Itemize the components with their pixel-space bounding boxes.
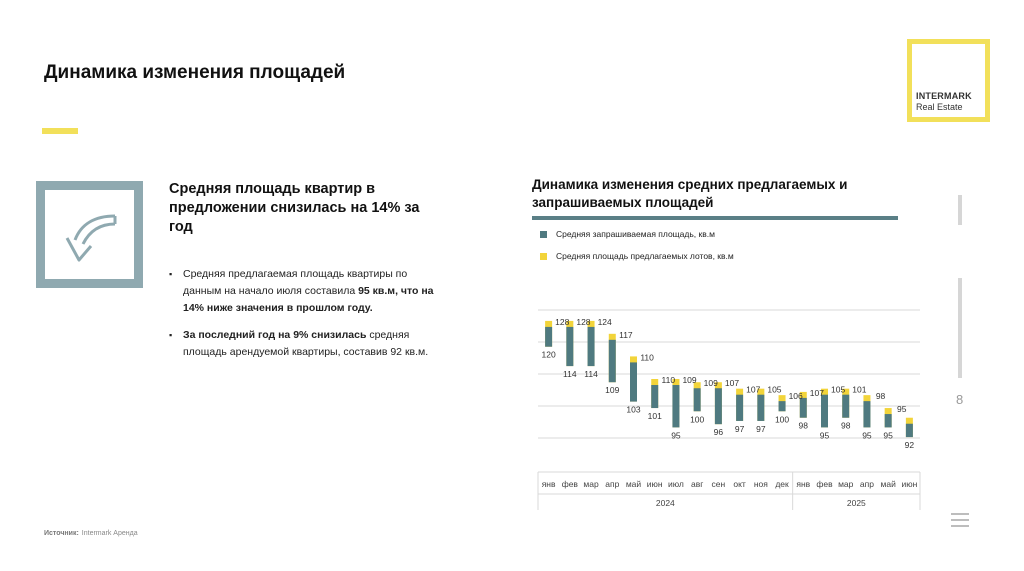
label-requested-0: 120 — [541, 349, 556, 360]
tick-label-11: дек — [775, 479, 789, 489]
intermark-logo — [907, 39, 990, 122]
tick-label-5: июн — [646, 479, 663, 489]
label-offered-13: 107 — [809, 387, 824, 398]
logo-subtitle: Real Estate — [916, 102, 963, 112]
tick-label-16: май — [880, 479, 896, 489]
legend-swatch-offered — [540, 253, 547, 260]
bar-requested-2 — [588, 327, 595, 366]
label-offered-16: 98 — [875, 391, 886, 402]
label-requested-10: 97 — [756, 423, 766, 434]
chart-legend — [540, 228, 734, 272]
label-requested-4: 103 — [626, 404, 641, 415]
arrow-icon-box — [36, 181, 143, 288]
curved-arrow-down-left-icon — [45, 190, 134, 279]
label-requested-6: 95 — [671, 430, 681, 441]
bar-requested-10 — [757, 395, 764, 421]
tick-label-7: авг — [690, 479, 704, 489]
label-requested-12: 98 — [798, 420, 809, 431]
bar-requested-3 — [609, 340, 616, 382]
label-requested-15: 95 — [862, 430, 872, 441]
label-offered-1: 128 — [555, 316, 570, 327]
label-requested-2: 114 — [584, 369, 598, 380]
label-requested-11: 100 — [774, 414, 790, 425]
label-requested-3: 109 — [605, 385, 620, 396]
label-offered-15: 101 — [852, 384, 867, 395]
bar-requested-9 — [736, 395, 743, 421]
bullet-item-2 — [169, 327, 439, 361]
tick-label-14: мар — [838, 479, 854, 489]
bullet-2-text: средняя площадь арендуемой квартиры, составив 92 кв.м. — [183, 329, 429, 358]
label-offered-17: 95 — [897, 404, 907, 415]
label-offered-3: 124 — [597, 316, 612, 327]
bar-requested-0 — [545, 327, 552, 347]
label-offered-8: 109 — [703, 378, 718, 389]
bullet-1-bold: 95 кв.м, что на 14% ниже значения в прошлом году. — [183, 285, 434, 314]
bar-requested-16 — [885, 414, 892, 427]
bar-requested-13 — [821, 395, 828, 428]
tick-label-2: мар — [583, 479, 599, 489]
label-requested-5: 101 — [647, 411, 662, 422]
label-requested-17: 92 — [904, 440, 915, 451]
bar-requested-4 — [630, 362, 637, 401]
menu-icon[interactable] — [951, 513, 969, 529]
label-offered-14: 105 — [831, 384, 846, 395]
chart-title: Динамика изменения средних предлагаемых и запрашиваемых площадей — [532, 177, 848, 210]
tick-label-3: апр — [605, 479, 620, 489]
label-offered-7: 109 — [682, 375, 697, 385]
label-offered-12: 106 — [788, 391, 803, 402]
label-offered-11: 105 — [767, 384, 782, 395]
tick-label-1: фев — [561, 479, 578, 489]
tick-label-4: май — [625, 479, 642, 489]
bullet-1-text: Средняя предлагаемая площадь квартиры по данным на начало июля составила — [183, 268, 408, 297]
label-offered-4: 117 — [619, 329, 633, 340]
bullet-2-bold: За последний год на 9% снизилась — [183, 329, 367, 341]
label-requested-1: 114 — [563, 369, 577, 380]
bullet-item-1 — [169, 266, 439, 317]
label-offered-6: 110 — [661, 375, 676, 385]
legend-item-offered — [540, 250, 734, 262]
side-scroll-marker — [958, 278, 962, 378]
tick-label-8: сен — [711, 479, 726, 489]
bullet-list — [169, 266, 439, 371]
bar-requested-1 — [566, 327, 573, 366]
year-label-1: 2025 — [846, 498, 866, 508]
area-dynamics-chart — [530, 300, 930, 510]
legend-label-offered: Средняя площадь предлагаемых лотов, кв.м — [556, 251, 734, 261]
label-offered-5: 110 — [640, 352, 654, 363]
label-requested-14: 98 — [840, 420, 851, 431]
label-requested-13: 95 — [819, 430, 830, 441]
bar-requested-14 — [842, 395, 849, 418]
page-number: 8 — [956, 392, 964, 407]
label-requested-16: 95 — [883, 430, 893, 441]
title-accent-bar — [42, 128, 78, 134]
tick-label-6: июл — [667, 479, 684, 489]
source-note — [44, 530, 138, 537]
legend-swatch-requested — [540, 231, 547, 238]
year-label-0: 2024 — [655, 498, 675, 508]
tick-label-12: янв — [796, 479, 811, 489]
bar-requested-7 — [694, 388, 701, 411]
tick-label-0: янв — [541, 479, 556, 489]
side-scroll-marker-top — [958, 195, 962, 225]
tick-label-13: фев — [816, 479, 833, 489]
tick-label-17: июн — [901, 479, 918, 489]
label-offered-10: 107 — [746, 384, 761, 395]
logo-name: INTERMARK — [916, 91, 972, 101]
left-heading: Средняя площадь квартир в предложении снизилась на 14% за год — [169, 181, 420, 235]
bar-requested-6 — [672, 385, 679, 427]
label-offered-2: 128 — [576, 316, 591, 327]
source-label: Источник: — [44, 530, 79, 537]
tick-label-10: ноя — [753, 479, 768, 489]
label-requested-9: 97 — [734, 423, 745, 434]
label-offered-9: 107 — [724, 378, 740, 389]
bar-requested-15 — [863, 401, 870, 427]
label-requested-7: 100 — [690, 414, 705, 425]
tick-label-9: окт — [733, 479, 746, 489]
legend-label-requested: Средняя запрашиваемая площадь, кв.м — [556, 229, 715, 239]
source-value: Intermark Аренда — [81, 530, 138, 537]
chart-title-rule — [532, 216, 898, 220]
legend-item-requested — [540, 228, 734, 240]
bar-requested-5 — [651, 385, 658, 408]
bar-requested-8 — [715, 388, 722, 424]
page-title: Динамика изменения площадей — [44, 62, 346, 83]
tick-label-15: апр — [859, 479, 874, 489]
bar-requested-11 — [779, 401, 786, 411]
bar-requested-17 — [906, 424, 913, 437]
label-requested-8: 96 — [713, 427, 724, 438]
